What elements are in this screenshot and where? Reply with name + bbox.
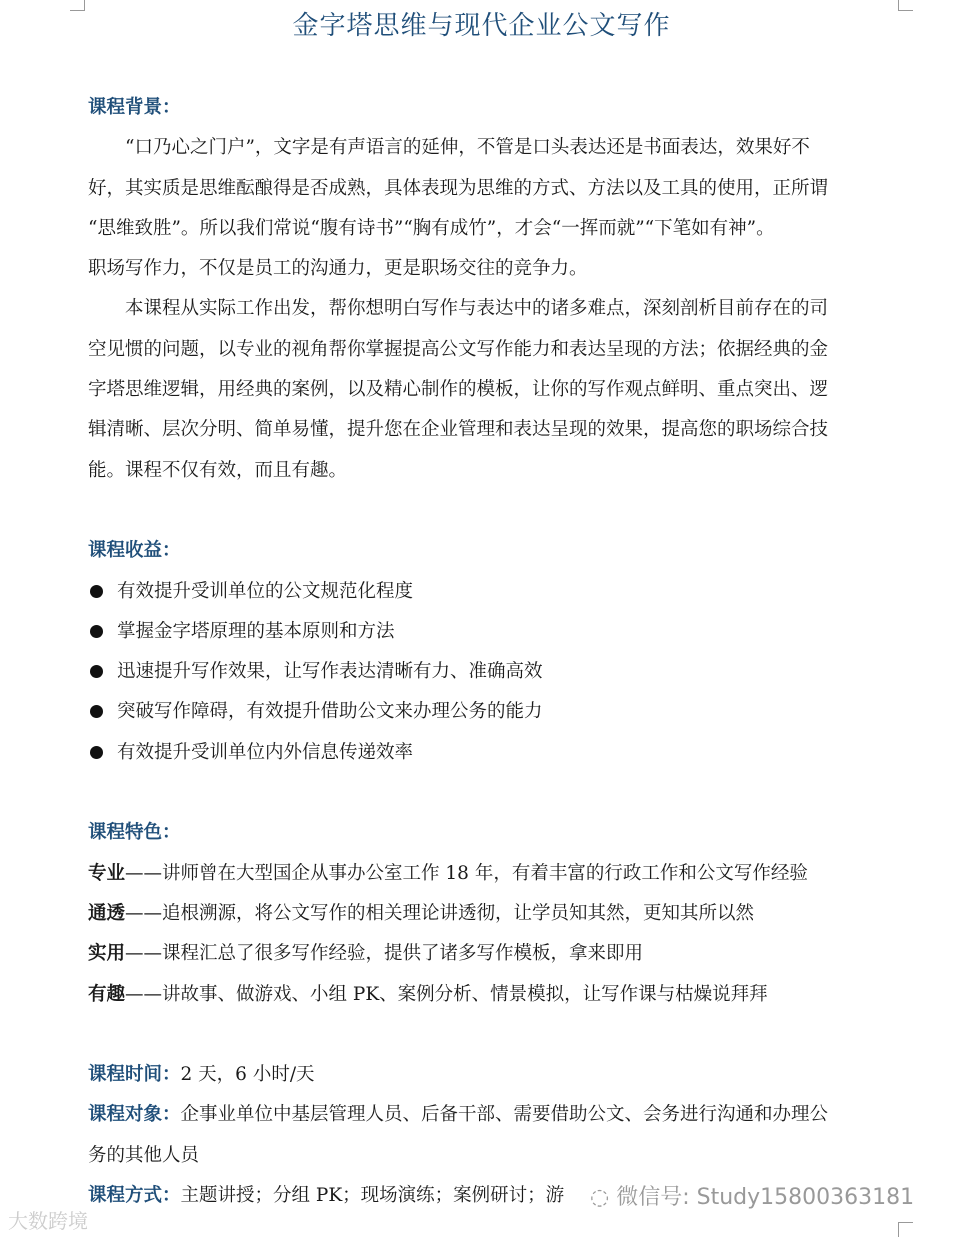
paragraph-line: “口乃心之门户”，文字是有声语言的延伸，不管是口头表达还是书面表达，效果好不 bbox=[125, 137, 810, 159]
feature-label: 有趣 bbox=[88, 983, 126, 1005]
benefit-text: 掌握金字塔原理的基本原则和方法 bbox=[117, 620, 395, 642]
benefit-text: 有效提升受训单位内外信息传递效率 bbox=[117, 741, 414, 763]
course-method-value: 主题讲授；分组 PK；现场演练；案例研讨；游 bbox=[180, 1185, 565, 1207]
section-heading-background: 课程背景： bbox=[88, 97, 181, 118]
benefit-item bbox=[88, 692, 898, 732]
feature-label: 通透 bbox=[88, 902, 126, 924]
benefit-item bbox=[88, 572, 898, 612]
course-audience bbox=[88, 1095, 898, 1135]
wechat-icon: ◌ bbox=[590, 1185, 617, 1210]
document-body bbox=[88, 88, 898, 1216]
course-audience-label: 课程对象： bbox=[88, 1104, 181, 1126]
section-heading-features: 课程特色： bbox=[88, 822, 181, 844]
margin-corner-br bbox=[898, 1222, 913, 1237]
benefit-item bbox=[88, 733, 898, 773]
benefit-text: 有效提升受训单位的公文规范化程度 bbox=[117, 580, 414, 602]
paragraph-line: 职场写作力，不仅是员工的沟通力，更是职场交往的竞争力。 bbox=[88, 258, 588, 280]
section-heading-benefits: 课程收益： bbox=[88, 540, 181, 562]
benefit-item bbox=[88, 652, 898, 692]
course-audience-value: 企事业单位中基层管理人员、后备干部、需要借助公文、会务进行沟通和办理公 bbox=[180, 1104, 829, 1126]
feature-text: ——讲师曾在大型国企从事办公室工作 18 年，有着丰富的行政工作和公文写作经验 bbox=[125, 862, 808, 884]
feature-label: 实用 bbox=[88, 943, 126, 965]
paragraph-line: 空见惯的问题，以专业的视角帮你掌握提高公文写作能力和表达呈现的方法；依据经典的金 bbox=[88, 338, 829, 360]
watermark-right-text: 微信号: Study15800363181 bbox=[616, 1185, 915, 1210]
paragraph-line: 能。课程不仅有效，而且有趣。 bbox=[88, 459, 348, 481]
feature-text: ——追根溯源，将公文写作的相关理论讲透彻，让学员知其然，更知其所以然 bbox=[125, 902, 755, 924]
feature-item bbox=[88, 894, 898, 934]
paragraph-line: 好，其实质是思维酝酿得是否成熟，具体表现为思维的方式、方法以及工具的使用，正所谓 bbox=[88, 177, 829, 199]
benefit-text: 迅速提升写作效果，让写作表达清晰有力、准确高效 bbox=[117, 661, 543, 683]
feature-text: ——课程汇总了很多写作经验，提供了诸多写作模板，拿来即用 bbox=[125, 943, 644, 965]
course-time-label: 课程时间： bbox=[88, 1064, 181, 1086]
bullet-icon bbox=[90, 665, 103, 678]
bullet-icon bbox=[90, 585, 103, 598]
paragraph-line: “思维致胜”。所以我们常说“腹有诗书”“胸有成竹”，才会“一挥而就”“下笔如有神”。 bbox=[88, 217, 775, 239]
feature-item bbox=[88, 854, 898, 894]
bullet-icon bbox=[90, 746, 103, 759]
paragraph-line: 辑清晰、层次分明、简单易懂，提升您在企业管理和表达呈现的效果，提高您的职场综合技 bbox=[88, 419, 829, 441]
course-audience-cont: 务的其他人员 bbox=[88, 1144, 200, 1166]
feature-text: ——讲故事、做游戏、小组 PK、案例分析、情景模拟，让写作课与枯燥说拜拜 bbox=[125, 983, 768, 1005]
feature-item bbox=[88, 975, 898, 1015]
watermark-right bbox=[590, 1180, 914, 1211]
course-time bbox=[88, 1055, 898, 1095]
feature-item bbox=[88, 934, 898, 974]
paragraph-line: 本课程从实际工作出发，帮你想明白写作与表达中的诸多难点，深刻剖析目前存在的司 bbox=[125, 298, 829, 320]
course-time-value: 2 天，6 小时/天 bbox=[180, 1064, 315, 1086]
benefit-text: 突破写作障碍，有效提升借助公文来办理公务的能力 bbox=[117, 701, 543, 723]
bullet-icon bbox=[90, 705, 103, 718]
benefit-item bbox=[88, 612, 898, 652]
paragraph-line: 字塔思维逻辑，用经典的案例，以及精心制作的模板，让你的写作观点鲜明、重点突出、逻 bbox=[88, 379, 829, 401]
feature-label: 专业 bbox=[88, 862, 126, 884]
bullet-icon bbox=[90, 625, 103, 638]
document-title: 金字塔思维与现代企业公文写作 bbox=[292, 11, 671, 41]
course-method-label: 课程方式： bbox=[88, 1185, 181, 1207]
watermark-left: 大数跨境 bbox=[8, 1209, 88, 1233]
